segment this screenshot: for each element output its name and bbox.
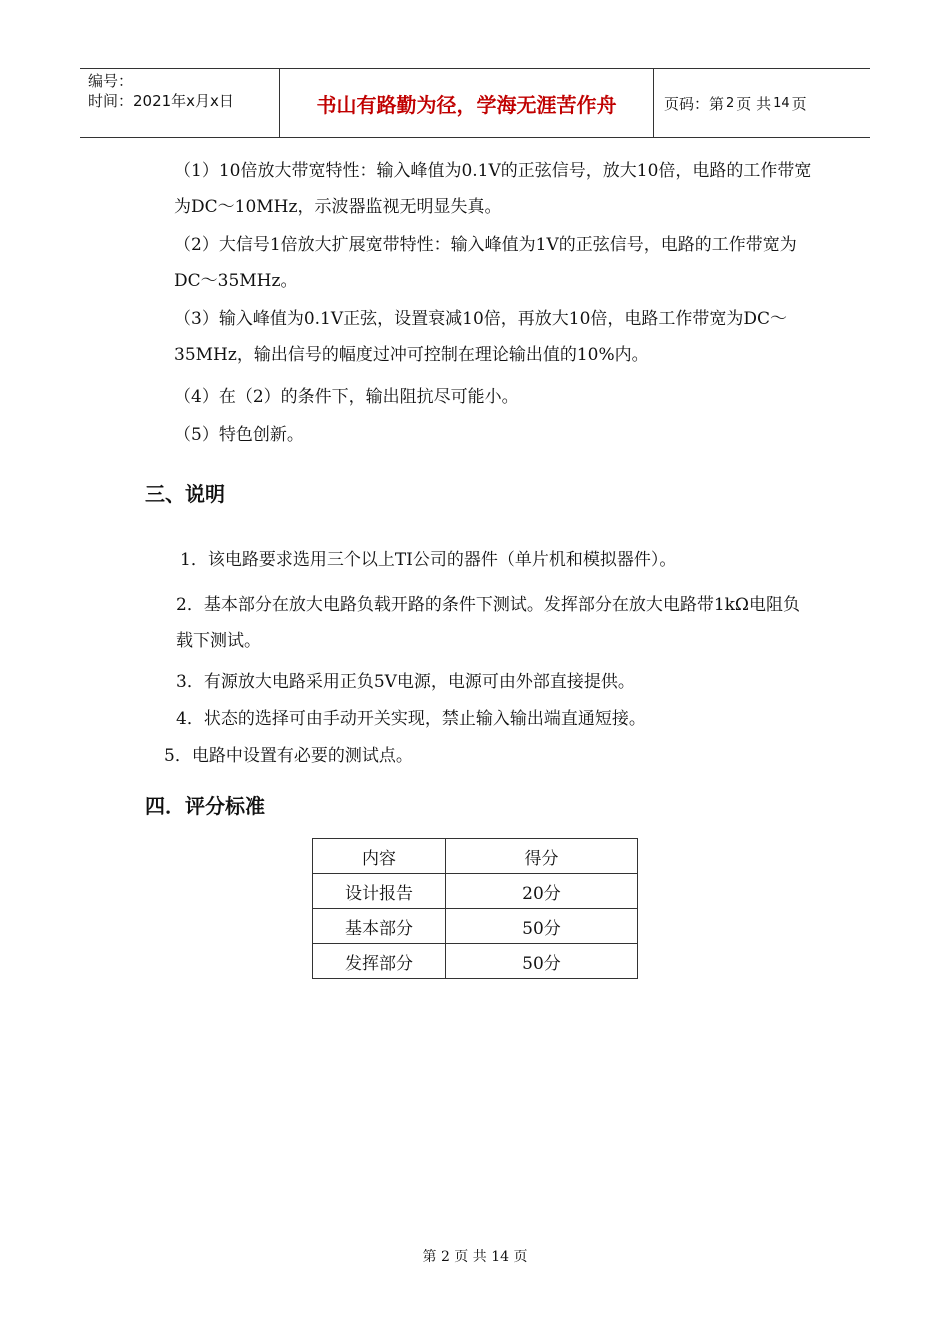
table-cell: 50分	[446, 944, 638, 979]
page-number: 2	[726, 95, 735, 111]
table-row	[313, 909, 638, 944]
note-3: 3．有源放大电路采用正负5V电源，电源可由外部直接提供。	[176, 672, 635, 692]
requirement-2: （2）大信号1倍放大扩展宽带特性：输入峰值为1V的正弦信号，电路的工作带宽为DC～35MHz。	[174, 235, 797, 291]
header-info	[80, 69, 280, 137]
requirement-1: （1）10倍放大带宽特性：输入峰值为0.1V的正弦信号，放大10倍，电路的工作带宽为DC～10MHz，示波器监视无明显失真。	[174, 161, 812, 217]
table-row	[313, 944, 638, 979]
scoring-table	[312, 838, 638, 979]
note-5: 5．电路中设置有必要的测试点。	[164, 746, 413, 766]
page-footer: 第 2 页 共 14 页	[422, 1249, 528, 1265]
page-prefix: 页码：第	[664, 94, 725, 113]
requirement-3: （3）输入峰值为0.1V正弦，设置衰减10倍，再放大10倍，电路工作带宽为DC～35MHz，输出信号的幅度过冲可控制在理论输出值的10%内。	[174, 309, 788, 365]
page-header	[80, 68, 870, 138]
table-header-row	[313, 839, 638, 874]
table-cell: 设计报告	[313, 874, 446, 909]
section-4-title: 四．评分标准	[145, 794, 265, 818]
page-suffix: 页	[791, 94, 807, 113]
requirement-4: （4）在（2）的条件下，输出阻抗尽可能小。	[174, 387, 519, 407]
table-cell: 基本部分	[313, 909, 446, 944]
table-header-score: 得分	[446, 839, 638, 874]
document-number: 编号：	[88, 72, 134, 90]
header-motto: 书山有路勤为径，学海无涯苦作舟	[280, 69, 654, 137]
table-row	[313, 874, 638, 909]
table-cell: 50分	[446, 909, 638, 944]
note-2: 2．基本部分在放大电路负载开路的条件下测试。发挥部分在放大电路带1kΩ电阻负载下测试。	[176, 595, 801, 651]
table-cell: 发挥部分	[313, 944, 446, 979]
table-cell: 20分	[446, 874, 638, 909]
note-1: 1．该电路要求选用三个以上TI公司的器件（单片机和模拟器件）。	[180, 550, 677, 570]
note-4: 4．状态的选择可由手动开关实现，禁止输入输出端直通短接。	[176, 709, 646, 729]
requirement-5: （5）特色创新。	[174, 425, 304, 445]
document-date: 时间：2021年x月x日	[88, 92, 234, 110]
page-total: 14	[773, 95, 790, 111]
header-page-info	[654, 69, 870, 137]
page-mid: 页 共	[736, 94, 772, 113]
section-3-title: 三、说明	[145, 482, 225, 506]
table-header-content: 内容	[313, 839, 446, 874]
